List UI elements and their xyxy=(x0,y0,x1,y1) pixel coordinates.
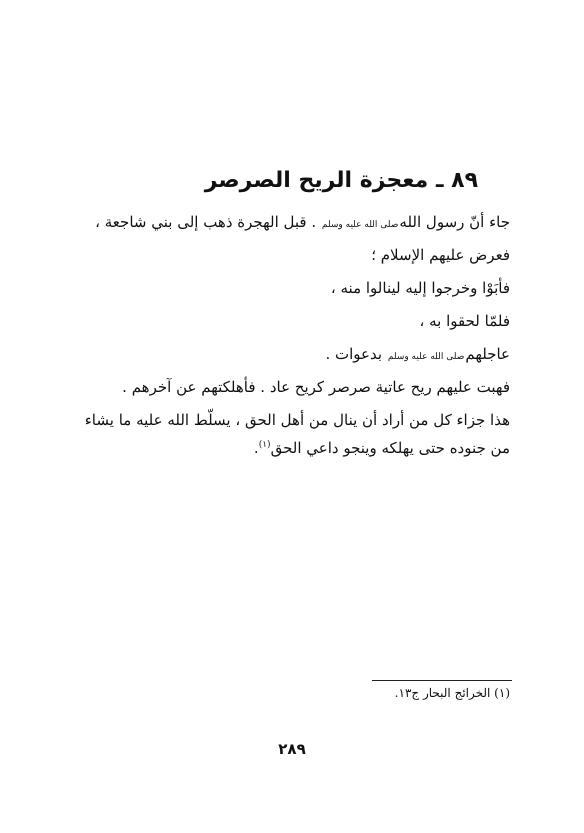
text-line-7: هذا جزاء كل من أراد أن ينال من أهل الحق ، يسلّط الله عليه ما يشاء xyxy=(84,411,510,429)
text-segment: بدعوات . xyxy=(325,345,383,363)
section-title: ٨٩ ـ معجزة الريح الصرصر xyxy=(204,168,478,193)
text-line-2: فعرض عليهم الإسلام ؛ xyxy=(371,246,510,264)
footnote-divider xyxy=(372,680,512,681)
text-segment: . xyxy=(253,439,259,457)
text-segment: عاجلهم xyxy=(465,345,510,363)
footnote: (١) الخرائج البحار ج١٣. xyxy=(394,686,510,700)
page-number: ٢٨٩ xyxy=(278,740,306,758)
salutation-ligature: صلى الله عليه وسلم xyxy=(387,352,465,362)
text-line-4: فلمّا لحقوا به ، xyxy=(419,312,510,330)
text-line-1 xyxy=(70,206,510,239)
text-segment: . قبل الهجرة ذهب إلى بني شاجعة ، xyxy=(95,213,317,231)
text-line-5 xyxy=(70,338,510,371)
text-segment: من جنوده حتى يهلكه وينجو داعي الحق xyxy=(270,439,510,457)
footnote-reference[interactable]: (١) xyxy=(258,440,271,450)
body-text xyxy=(70,206,510,459)
salutation-ligature: صلى الله عليه وسلم xyxy=(321,220,399,230)
text-line-6: فهبت عليهم ريح عاتية صرصر كريح عاد . فأهلكتهم عن آخرهم . xyxy=(122,378,510,396)
text-line-3: فأبَوْا وخرجوا إليه لينالوا منه ، xyxy=(330,279,510,297)
text-line-8 xyxy=(70,437,510,459)
text-segment: جاء أنّ رسول الله xyxy=(399,213,510,231)
